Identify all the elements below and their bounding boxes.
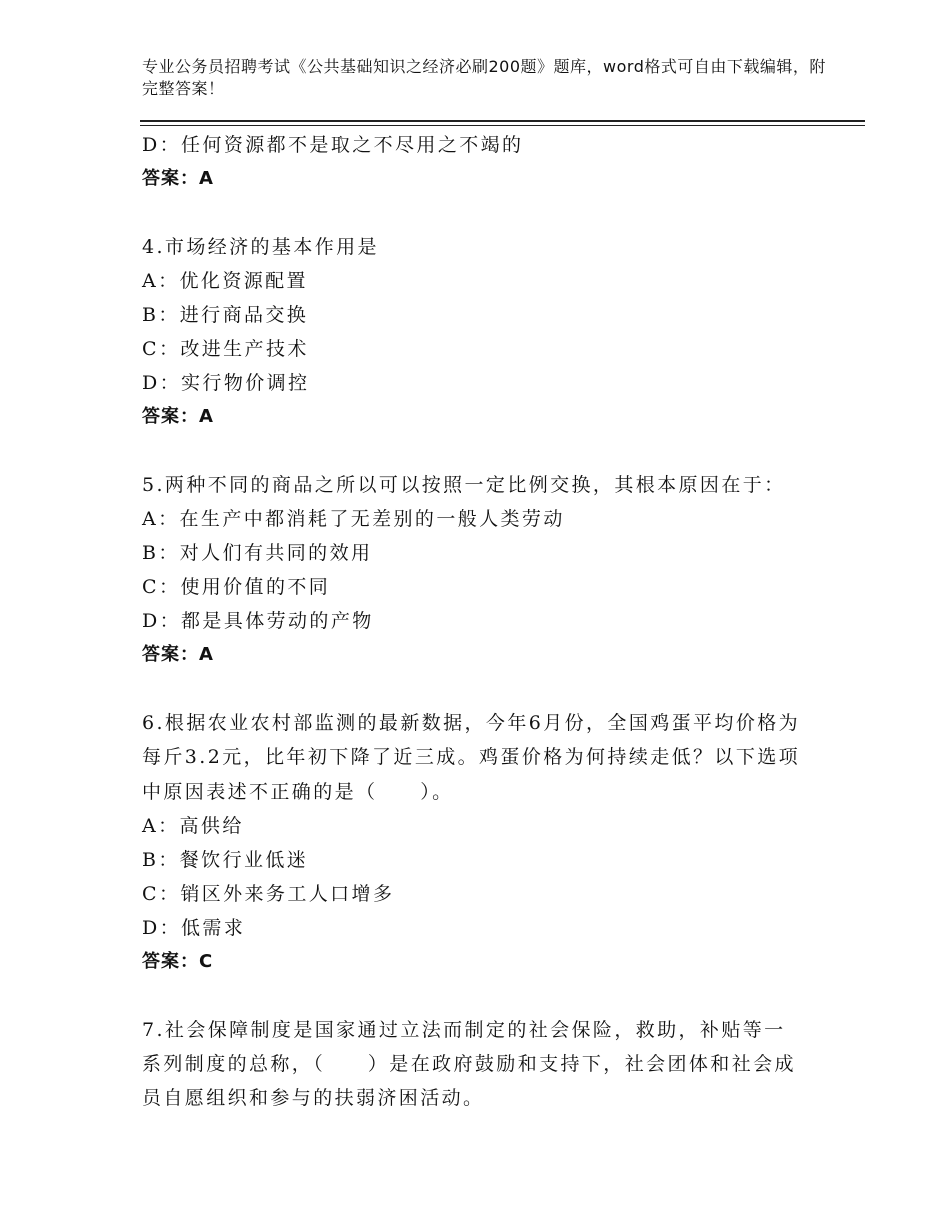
q6-option-a: A：高供给 [142, 814, 244, 837]
q5-question: 5.两种不同的商品之所以可以按照一定比例交换，其根本原因在于： [142, 474, 786, 496]
q7-question: 7.社会保障制度是国家通过立法而制定的社会保险，救助，补贴等一系列制度的总称，（ ）是在政府鼓励和支持下，社会团体和社会成员自愿组织和参与的扶弱济困活动。 [142, 1018, 796, 1110]
header-rule-thick [140, 120, 865, 122]
q4-question: 4.市场经济的基本作用是 [142, 236, 379, 258]
spacer [142, 672, 802, 706]
header-rule-thin [140, 125, 865, 126]
q5-option-c: C：使用价值的不同 [142, 576, 331, 598]
q6-option-b: B：餐饮行业低迷 [142, 848, 309, 871]
q3-option-d: D：任何资源都不是取之不尽用之不竭的 [142, 134, 524, 156]
q4-option-b: B：进行商品交换 [142, 304, 309, 326]
q4-option-d: D：实行物价调控 [142, 372, 310, 394]
q5-option-d: D：都是具体劳动的产物 [142, 610, 374, 632]
q5-option-a: A：在生产中都消耗了无差别的一般人类劳动 [142, 508, 565, 530]
q4-option-a: A：优化资源配置 [142, 270, 308, 292]
spacer [142, 196, 802, 230]
q6-option-c: C：销区外来务工人口增多 [142, 882, 395, 905]
q6-answer: 答案：C [142, 950, 214, 972]
q6-question: 6.根据农业农村部监测的最新数据，今年6月份，全国鸡蛋平均价格为每斤3.2元，比年初下降了近三成。鸡蛋价格为何持续走低？以下选项中原因表述不正确的是（ ）。 [142, 712, 801, 803]
q4-answer: 答案：A [142, 406, 214, 427]
q5-option-b: B：对人们有共同的效用 [142, 542, 373, 564]
q3-answer: 答案：A [142, 168, 214, 189]
spacer [142, 979, 802, 1013]
q5-answer: 答案：A [142, 644, 214, 665]
spacer [142, 434, 802, 468]
page-header: 专业公务员招聘考试《公共基础知识之经济必刷200题》题库，word格式可自由下载编辑，附完整答案！ [142, 57, 826, 98]
q6-option-d: D：低需求 [142, 916, 246, 939]
document-body [142, 128, 802, 1116]
q4-option-c: C：改进生产技术 [142, 338, 309, 360]
